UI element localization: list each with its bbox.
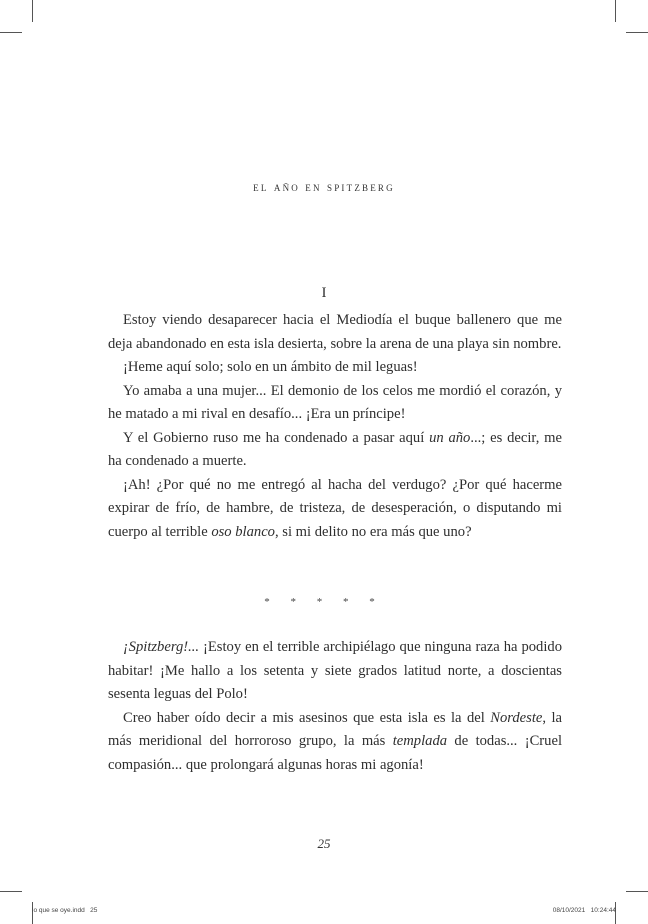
- paragraph: [108, 309, 562, 356]
- body-text-section-1: [108, 309, 562, 544]
- section-separator: * * * * *: [264, 596, 384, 608]
- text-run: ¡Ah! ¿Por qué no me entregó al hacha del verdugo? ¿Por qué hacerme expirar de frío, de hambre, de tristeza, de desesperación, o disputando mi cuerpo al terrible: [108, 476, 562, 540]
- text-run: Creo haber oído decir a mis asesinos que esta isla es la del: [123, 709, 491, 726]
- text-run: Y el Gobierno ruso me ha condenado a pasar aquí: [123, 429, 430, 446]
- chapter-number: I: [321, 285, 327, 301]
- text-run: , la más meridional del horroroso grupo, la más: [108, 709, 562, 749]
- crop-mark: [615, 0, 616, 22]
- paragraph: [108, 380, 562, 427]
- slug-timestamp: 08/10/2021 10:24:44: [552, 907, 616, 914]
- paragraph: [108, 356, 562, 380]
- crop-mark: [0, 891, 22, 892]
- text-run: Yo amaba a una mujer... El demonio de los celos me mordió el corazón, y he matado a mi rival en desafío... ¡Era un príncipe!: [108, 382, 562, 422]
- text-run: de todas... ¡Cruel compasión... que prolongará algunas horas mi agonía!: [108, 733, 562, 773]
- page-title: el año en spitzberg: [253, 180, 395, 194]
- paragraph: [108, 636, 562, 707]
- italic-text: oso blanco: [211, 523, 275, 540]
- text-run: Estoy viendo desaparecer hacia el Mediodía el buque ballenero que me deja abandonado en esta isla desierta, sobre la arena de una playa sin nombre.: [108, 312, 562, 352]
- paragraph: [108, 707, 562, 778]
- italic-text: Nordeste: [490, 709, 543, 726]
- paragraph: [108, 474, 562, 545]
- page-number: 25: [317, 836, 331, 851]
- crop-mark: [626, 32, 648, 33]
- slug-filename: lo que se oye.indd 25: [32, 907, 98, 914]
- text-run: ¡Heme aquí solo; solo en un ámbito de mil leguas!: [123, 359, 418, 375]
- italic-text: ¡Spitzberg!...: [123, 639, 200, 655]
- text-run: , si mi delito no era más que uno?: [274, 523, 472, 540]
- italic-text: templada: [392, 733, 448, 749]
- body-text-section-2: [108, 636, 562, 777]
- italic-text: un año: [429, 429, 471, 446]
- crop-mark: [32, 0, 33, 22]
- text-run: ...; es decir, me ha condenado a muerte.: [108, 429, 562, 469]
- text-run: ¡Estoy en el terrible archipiélago que ninguna raza ha podido habitar! ¡Me hallo a los setenta y siete grados latitud norte, a doscientas sesenta leguas del Polo!: [108, 639, 562, 702]
- crop-mark: [0, 32, 22, 33]
- crop-mark: [626, 891, 648, 892]
- paragraph: [108, 427, 562, 474]
